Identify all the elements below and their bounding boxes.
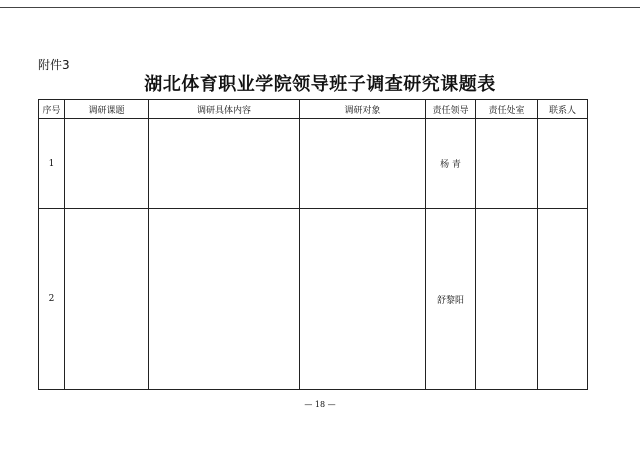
- header-contact-person: 联系人: [538, 100, 588, 119]
- cell-research-target: [300, 119, 426, 209]
- table-row: [39, 119, 588, 209]
- table-header-row: [39, 100, 588, 119]
- survey-topics-table: [38, 99, 588, 390]
- cell-research-content: [149, 119, 300, 209]
- header-responsible-office: 责任处室: [476, 100, 538, 119]
- cell-index: 2: [39, 209, 65, 390]
- header-index: 序号: [39, 100, 65, 119]
- cell-research-topic: [65, 209, 149, 390]
- cell-responsible-leader: 杨 青: [426, 119, 476, 209]
- cell-index: 1: [39, 119, 65, 209]
- cell-research-target: [300, 209, 426, 390]
- document-title: 湖北体育职业学院领导班子调查研究课题表: [144, 74, 496, 95]
- cell-responsible-office: [476, 119, 538, 209]
- cell-research-topic: [65, 119, 149, 209]
- cell-research-content: [149, 209, 300, 390]
- top-border-line: [0, 7, 640, 8]
- cell-responsible-office: [476, 209, 538, 390]
- cell-responsible-leader: 舒黎阳: [426, 209, 476, 390]
- annex-label: 附件3: [38, 58, 70, 72]
- cell-contact-person: [538, 119, 588, 209]
- header-research-target: 调研对象: [300, 100, 426, 119]
- cell-contact-person: [538, 209, 588, 390]
- header-research-topic: 调研课题: [65, 100, 149, 119]
- header-responsible-leader: 责任领导: [426, 100, 476, 119]
- table-row: [39, 209, 588, 390]
- header-research-content: 调研具体内容: [149, 100, 300, 119]
- page-number: — 18 —: [304, 400, 336, 409]
